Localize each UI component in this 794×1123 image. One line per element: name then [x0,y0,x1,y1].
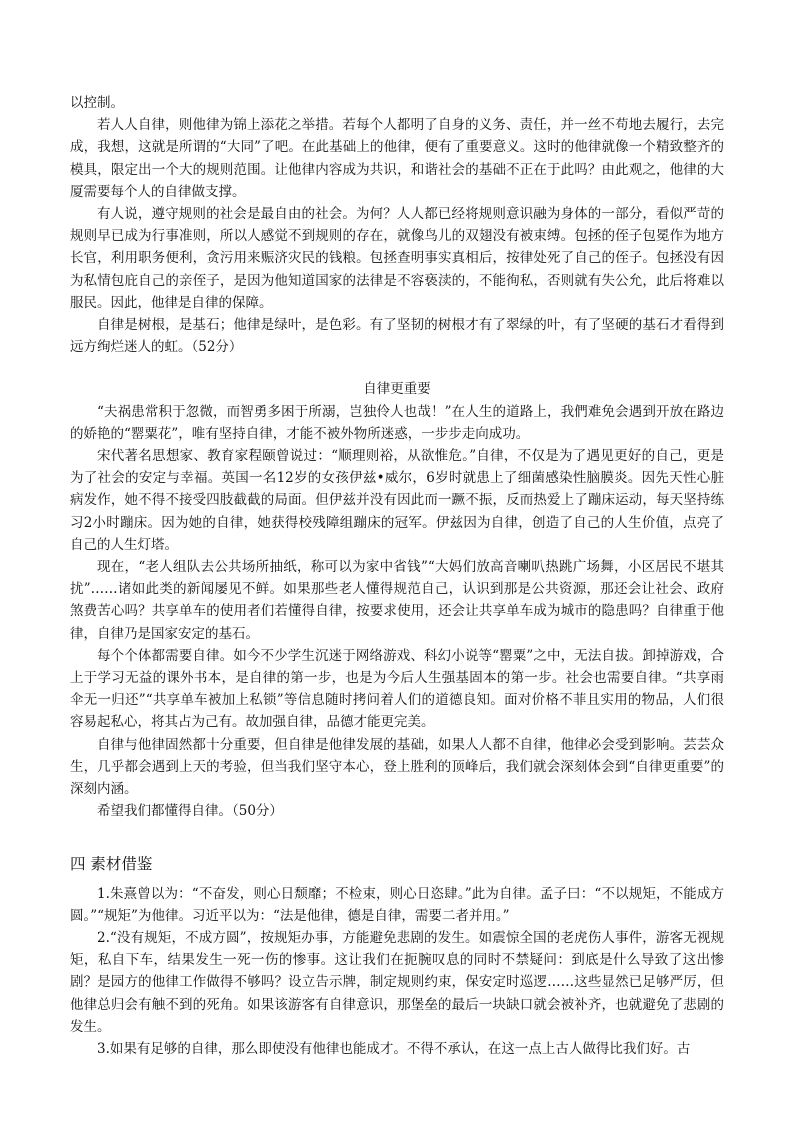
material-item: 2.“没有规矩，不成方圆”，按规矩办事，方能避免悲剧的发生。如震惊全国的老虎伤人事件，游客无视规矩，私自下车，结果发生一死一伤的惨事。这让我们在扼腕叹息的同时不禁疑问：到底是什么导致了这出惨剧？是园方的他律工作做得不够吗？设立告示牌，制定规则约束，保安定时巡逻……这些显然已足够严厉，但他律总归会有触不到的死角。如果该游客有自律意识，那堡垒的最后一块缺口就会被补齐，也就避免了悲剧的发生。 [70,929,724,1035]
material-item: 1.朱熹曾以为：“不奋发，则心日颓靡；不检束，则心日恣肆。”此为自律。孟子曰：“不以规矩，不能成方圆。”“规矩”为他律。习近平以为：“法是他律，德是自律，需要二者并用。” [70,885,724,924]
essay2-paragraph: 现在，“老人组队去公共场所抽纸，称可以为家中省钱”“大妈们放高音喇叭热跳广场舞，小区居民不堪其扰”……诸如此类的新闻屡见不鲜。如果那些老人懂得规范自己，认识到那是公共资源，那还会让社会、政府煞费苦心吗？共享单车的使用者们若懂得自律，按要求使用，还会让共享单车成为城市的隐患吗？自律重于他律，自律乃是国家安定的基石。 [70,559,724,642]
material-item: 3.如果有足够的自律，那么即使没有他律也能成才。不得不承认，在这一点上古人做得比我们好。古 [97,1040,691,1057]
essay1-paragraph: 自律是树根，是基石；他律是绿叶，是色彩。有了坚韧的树根才有了翠绿的叶，有了坚硬的基石才看得到远方绚烂迷人的虹。（52分） [70,317,724,356]
essay2-paragraph: 希望我们都懂得自律。（50分） [97,803,283,820]
essay1-paragraph: 若人人自律，则他律为锦上添花之举措。若每个人都明了自身的义务、责任，并一丝不苟地去履行，去完成，我想，这就是所谓的“大同”了吧。在此基础上的他律，便有了重要意义。这时的他律就像一个精致整齐的模具，限定出一个大的规则范围。让他律内容成为共识，和谐社会的基础不正在于此吗？由此观之，他律的大厦需要每个人的自律做支撑。 [70,117,724,200]
essay2-paragraph: 自律与他律固然都十分重要，但自律是他律发展的基础，如果人人都不自律，他律必会受到影响。芸芸众生，几乎都会遇到上天的考验，但当我们坚守本心，登上胜利的顶峰后，我们就会深刻体会到“自律更重要”的深刻内涵。 [70,736,724,798]
essay2-paragraph: 宋代著名思想家、教育家程颐曾说过：“顺理则裕，从欲惟危。”自律，不仅是为了遇见更好的自己，更是为了社会的安定与幸福。英国一名12岁的女孩伊兹•威尔，6岁时就患上了细菌感染性脑膜炎。因先天性心脏病发作，她不得不接受四肢截截的局面。但伊兹并没有因此而一蹶不振，反而热爱上了蹦床运动，每天坚持练习2小时蹦床。因为她的自律，她获得校残障组蹦床的冠军。伊兹因为自律，创造了自己的人生价值，点亮了自己的人生灯塔。 [70,448,724,553]
essay1-paragraph: 有人说，遵守规则的社会是最自由的社会。为何？人人都已经将规则意识融为身体的一部分，看似严苛的规则早已成为行事准则，所以人感觉不到规则的存在，就像鸟儿的双翅没有被束缚。包拯的侄子包冕作为地方长官，利用职务便利，贪污用来赈济灾民的钱粮。包拯查明事实真相后，按律处死了自己的侄子。包拯没有因为私情包庇自己的亲侄子，是因为他知道国家的法律是不容亵渎的，不能徇私，否则就有失公允，此后将难以服民。因此，他律是自律的保障。 [70,206,724,311]
essay2-paragraph: “夫祸患常积于忽微，而智勇多困于所溺，岂独伶人也哉！”在人生的道路上，我們难免会遇到开放在路边的娇艳的“罂粟花”，唯有坚持自律，才能不被外物所迷惑，一步步走向成功。 [70,403,724,442]
essay2-title: 自律更重要 [363,381,431,398]
essay2-paragraph: 每个个体都需要自律。如今不少学生沉迷于网络游戏、科幻小说等“罂粟”之中，无法自拔。卸掉游戏，合上于学习无益的课外书本，是自律的第一步，也是为今后人生强基固本的第一步。社会也需要自律。“共享雨伞无一归还”“共享单车被加上私锁”等信息随时拷问着人们的道德良知。面对价格不菲且实用的物品，人们很容易起私心，将其占为己有。故加强自律，品德才能更完美。 [70,647,724,731]
essay1-fragment: 以控制。 [70,95,124,111]
document-body [70,92,724,1060]
section-heading: 四 素材借鉴 [70,854,153,873]
